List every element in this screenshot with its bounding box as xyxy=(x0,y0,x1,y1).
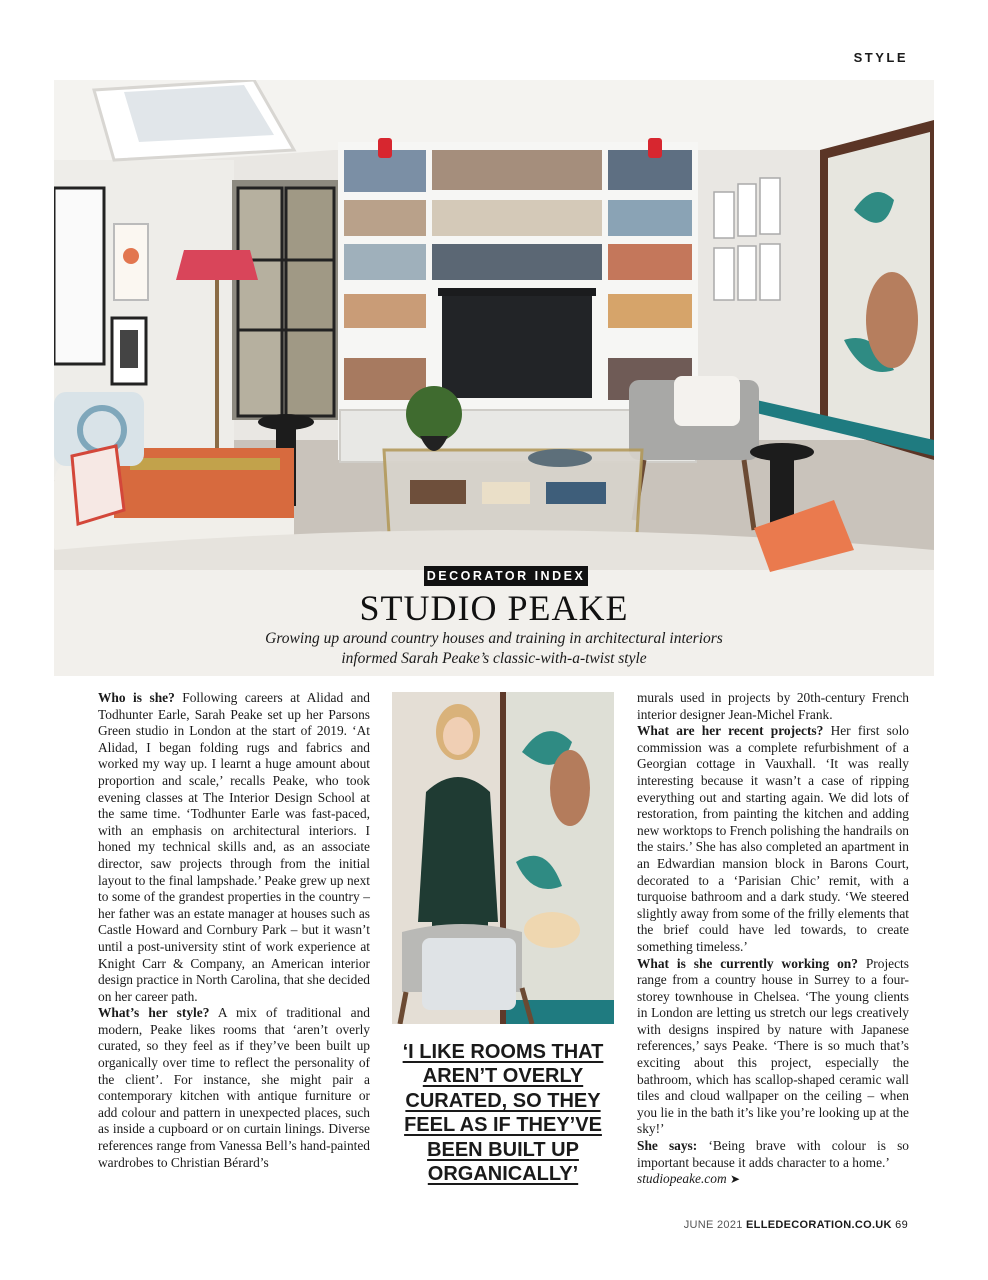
answer-style: A mix of traditional and modern, Peake likes rooms that ‘aren’t overly curated, so they feel as if they’ve been built up organically over time to reflect the personality of the client’. For instance, she might pair a contemporary kitchen with antique furniture or add colour and pattern in unexpected places, such as inside a cupboard or on curtain linings. Diverse references range from Vanessa Bell’s hand-painted wardrobes to Christian Bérard’s xyxy=(98,1005,370,1170)
body-column-right xyxy=(637,690,909,1188)
paragraph-who-is-she xyxy=(98,690,370,1005)
question-current-work: What is she currently working on? xyxy=(637,955,858,971)
hero-photo xyxy=(54,80,934,676)
magazine-site: ELLEDECORATION.CO.UK xyxy=(746,1219,892,1231)
living-room-illustration xyxy=(54,80,934,676)
arrow-icon: ➤ xyxy=(729,1172,741,1187)
portrait-illustration xyxy=(392,692,614,1024)
standfirst xyxy=(204,629,784,669)
article-title: STUDIO PEAKE xyxy=(359,588,629,628)
section-label: STYLE xyxy=(853,50,908,65)
question-style: What’s her style? xyxy=(98,1005,210,1021)
page-number: 69 xyxy=(895,1219,908,1231)
question-she-says: She says: xyxy=(637,1138,698,1154)
question-who-is-she: Who is she? xyxy=(98,690,175,705)
paragraph-style xyxy=(98,1005,370,1171)
pull-quote: ‘I LIKE ROOMS THAT AREN’T OVERLY CURATED, SO THEY FEEL AS IF THEY’VE BEEN BUILT UP ORGANICALLY’ xyxy=(402,1041,604,1186)
paragraph-recent-projects xyxy=(637,723,909,955)
paragraph-continued xyxy=(637,690,909,723)
answer-recent-projects: Her first solo commission was a complete refurbishment of a Georgian cottage in Vauxhall. ‘It was really interesting because it wasn’t a case of ripping everything out and starting again. We did lots of restoration, from painting the kitchen and adding new worktops to French polishing the handrails on the stairs.’ She has also completed an apartment in an Edwardian mansion block in Barons Court, decorated to a ‘Parisian Chic’ remit, with a turquoise bathroom and a dark study. ‘We steered slightly away from some of the frilly elements that the brief could have led towards, to create something timeless.’ xyxy=(637,723,909,954)
continued-text: murals used in projects by 20th-century French interior designer Jean-Michel Frank. xyxy=(637,690,909,722)
body-column-left xyxy=(98,690,370,1171)
portrait-photo xyxy=(392,692,614,1024)
question-recent-projects: What are her recent projects? xyxy=(637,723,824,739)
kicker-label: DECORATOR INDEX xyxy=(424,566,588,586)
answer-current-work: Projects range from a country house in Surrey to a four-storey townhouse in Chelsea. ‘The young clients in London are letting us stretch our legs creatively with designs inspired by nature with Japanese references,’ says Peake. ‘There is so much that’s exciting about this project, especially the bathroom, which has scallop-shaped ceramic wall tiles and cloud wallpaper on the ceiling – when you lie in the bath it’s like you’re looking up at the sky!’ xyxy=(637,955,909,1137)
answer-she-says: ‘Being brave with colour is so important because it adds character to a home.’ xyxy=(637,1138,909,1170)
paragraph-current-work xyxy=(637,956,909,1139)
issue-date: JUNE 2021 xyxy=(683,1219,743,1231)
answer-who-is-she: Following careers at Alidad and Todhunter Earle, Sarah Peake set up her Parsons Green studio in London at the start of 2019. ‘At Alidad, I began folding rugs and fabrics and worked my way up. I learnt a huge amount about proportion and scale,’ recalls Peake, who took evening classes at The Interior Design School at the same time. ‘Todhunter Earle was fast-paced, with an emphasis on architectural interiors. I honed my technical skills and, as an associate director, saw projects through from the initial layout to the final lampshade.’ Peake grew up next to some of the grandest properties in the country – her father was an estate manager at houses such as Castle Howard and Cornbury Park – but it wasn’t until a post-university stint of work experience at Knight Carr & Company, an American interior design practice in North Carolina, that she decided on her career path. xyxy=(98,690,370,1004)
standfirst-line-1: Growing up around country houses and training in architectural interiors xyxy=(265,630,723,647)
page-footer xyxy=(684,1219,908,1231)
website-link[interactable]: studiopeake.com xyxy=(637,1171,727,1187)
standfirst-line-2: informed Sarah Peake’s classic-with-a-twist style xyxy=(341,650,647,667)
paragraph-she-says xyxy=(637,1138,909,1188)
